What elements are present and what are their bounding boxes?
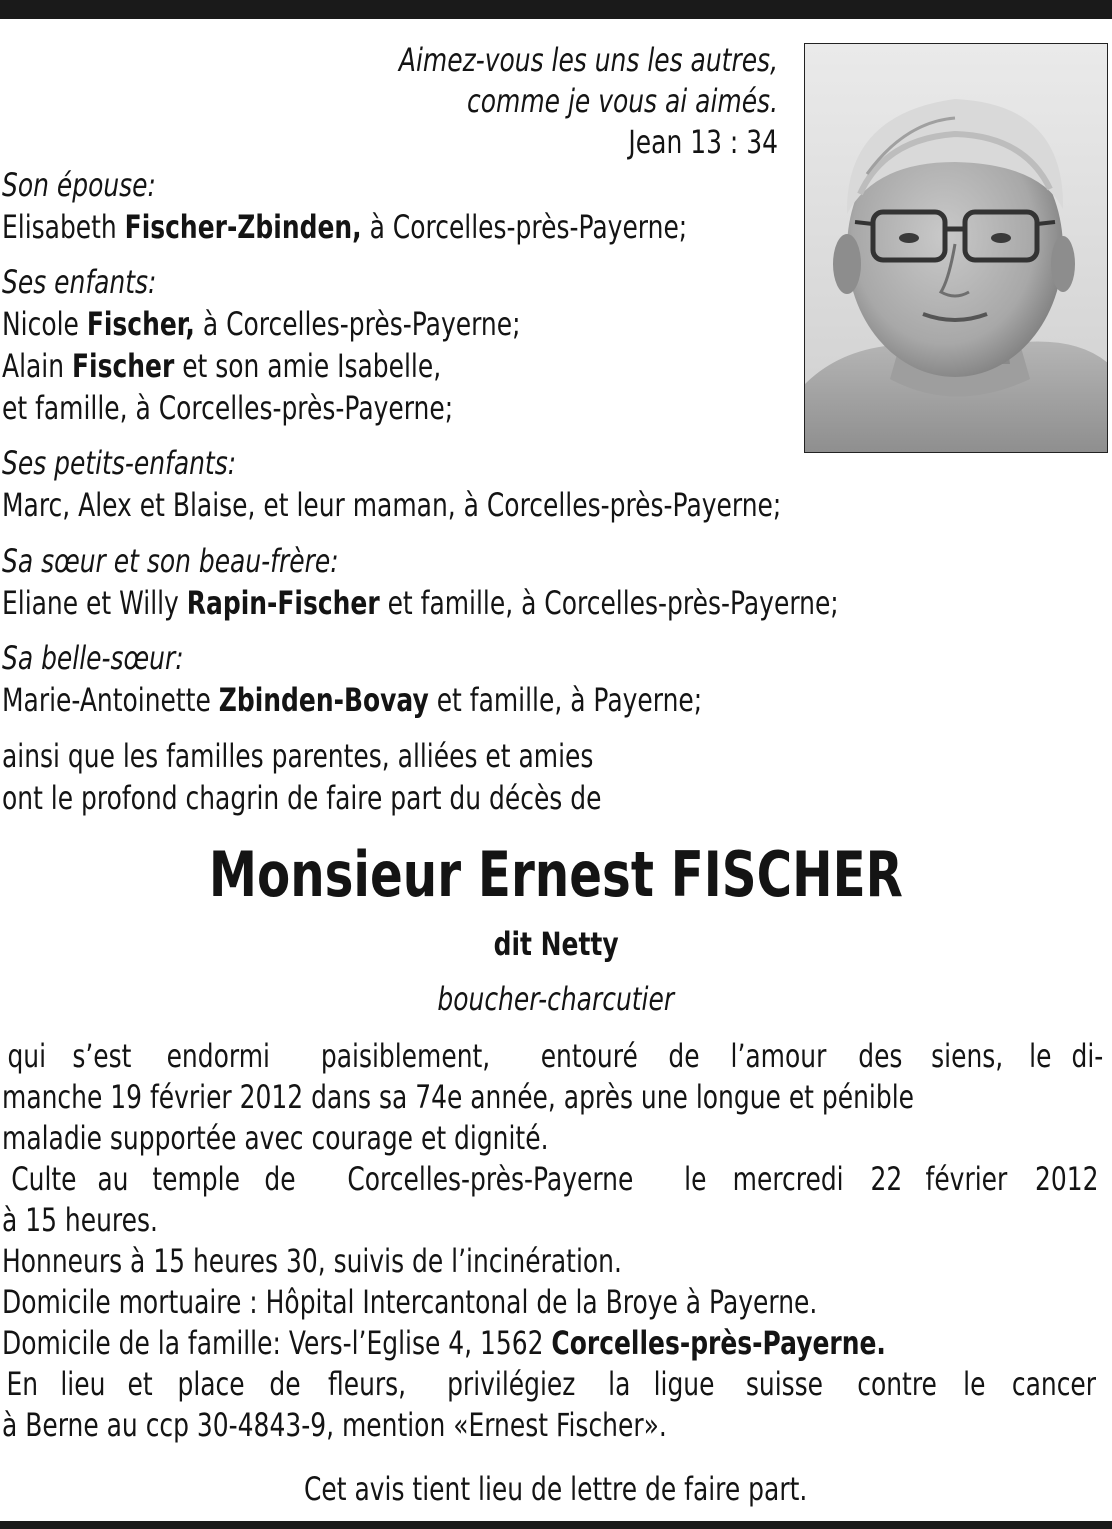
details-line-2-text: manche 19 février 2012 dans sa 74e année, après une longue et pénible <box>2 1078 914 1116</box>
quote-line-1: Aimez-vous les uns les autres, <box>398 41 778 79</box>
word: di- <box>1071 1037 1104 1075</box>
family-address-town: Corcelles-près-Payerne. <box>551 1324 886 1362</box>
children-heading: Ses enfants: <box>2 263 157 301</box>
child-2-line <box>2 346 441 387</box>
word: 2012 <box>1035 1160 1099 1198</box>
sister-rest: et famille, à Corcelles-près-Payerne; <box>379 584 839 622</box>
sister-in-law-rest: et famille, à Payerne; <box>428 681 703 719</box>
word: de <box>264 1160 296 1198</box>
word: contre <box>857 1365 937 1403</box>
word: siens, <box>931 1037 1004 1075</box>
fleurs-line-2 <box>2 1405 1108 1446</box>
sister-name: Rapin-Fischer <box>186 584 380 622</box>
portrait-photo <box>804 43 1108 453</box>
word: la <box>608 1365 631 1403</box>
word: février <box>925 1160 1008 1198</box>
word: s’est <box>72 1037 132 1075</box>
grandchildren-line: Marc, Alex et Blaise, et leur maman, à Corcelles-près-Payerne; <box>2 486 782 524</box>
culte-line-2-text: à 15 heures. <box>2 1201 158 1239</box>
fleurs-line-2-text: à Berne au ccp 30-4843-9, mention «Ernest Fischer». <box>2 1406 667 1444</box>
child-2-name: Fischer <box>71 347 175 385</box>
word: Culte <box>11 1160 77 1198</box>
details-line-1 <box>2 1036 1108 1077</box>
deceased-name: Monsieur Ernest FISCHER <box>208 838 904 911</box>
word: lieu <box>60 1365 106 1403</box>
details-line-2 <box>2 1077 1108 1118</box>
family-address-line <box>2 1323 1108 1364</box>
fleurs-line-1 <box>2 1364 1108 1405</box>
mortuaire-text: Domicile mortuaire : Hôpital Intercantonal de la Broye à Payerne. <box>2 1283 818 1321</box>
word: temple <box>152 1160 241 1198</box>
word: le <box>962 1365 986 1403</box>
bible-quote <box>399 40 778 163</box>
word: et <box>127 1365 153 1403</box>
details-line-3 <box>2 1118 1108 1159</box>
honneurs-line <box>2 1241 1108 1282</box>
child-2-first: Alain <box>2 347 72 385</box>
word: qui <box>7 1037 47 1075</box>
spouse-line <box>2 207 687 248</box>
top-rule <box>0 0 1112 19</box>
child-2-continuation: et famille, à Corcelles-près-Payerne; <box>2 389 454 427</box>
word: paisiblement, <box>321 1037 491 1075</box>
sister-in-law-heading: Sa belle-sœur: <box>2 639 184 677</box>
culte-line-2 <box>2 1200 1108 1241</box>
word: entouré <box>540 1037 638 1075</box>
sister-first: Eliane et Willy <box>2 584 187 622</box>
details-line-3-text: maladie supportée avec courage et dignité. <box>2 1119 549 1157</box>
closing-note: Cet avis tient lieu de lettre de faire part. <box>304 1470 808 1508</box>
child-2-rest: et son amie Isabelle, <box>174 347 442 385</box>
word: 22 <box>870 1160 903 1198</box>
portrait-image <box>805 44 1108 453</box>
grandchildren-heading: Ses petits-enfants: <box>2 444 237 482</box>
word: mercredi <box>732 1160 844 1198</box>
spouse-heading: Son épouse: <box>2 166 156 204</box>
word: cancer <box>1011 1365 1096 1403</box>
word: au <box>97 1160 129 1198</box>
word: le <box>684 1160 707 1198</box>
closing-row <box>0 1469 1112 1510</box>
word: le <box>1029 1037 1052 1075</box>
spouse-rest: à Corcelles-près-Payerne; <box>361 208 688 246</box>
sister-in-law-first: Marie-Antoinette <box>2 681 219 719</box>
word: privilégiez <box>447 1365 576 1403</box>
bottom-rule <box>0 1521 1112 1529</box>
child-1-first: Nicole <box>2 305 87 343</box>
word: fleurs, <box>328 1365 407 1403</box>
sister-in-law-line <box>2 680 702 721</box>
family-address-text <box>2 1323 886 1364</box>
quote-line-2: comme je vous ai aimés. <box>467 82 778 120</box>
word: En <box>6 1365 39 1403</box>
word: de <box>668 1037 700 1075</box>
deceased-name-row <box>0 835 1112 915</box>
word: des <box>858 1037 903 1075</box>
details-block <box>2 1036 1108 1446</box>
word: de <box>269 1365 302 1403</box>
word: ligue <box>653 1365 715 1403</box>
word: place <box>177 1365 245 1403</box>
announcement-line-2: ont le profond chagrin de faire part du décès de <box>2 779 602 817</box>
spouse-name: Fischer-Zbinden, <box>124 208 362 246</box>
child-1-name: Fischer, <box>86 305 195 343</box>
word: Corcelles-près-Payerne <box>347 1160 634 1198</box>
family-address-prefix: Domicile de la famille: Vers-l’Eglise 4, 1562 <box>2 1324 552 1362</box>
word: l’amour <box>730 1037 826 1075</box>
sister-heading: Sa sœur et son beau-frère: <box>2 542 339 580</box>
word: endormi <box>166 1037 271 1075</box>
sister-line <box>2 583 839 624</box>
deceased-profession: boucher-charcutier <box>437 980 675 1018</box>
child-1-rest: à Corcelles-près-Payerne; <box>194 305 521 343</box>
spouse-first: Elisabeth <box>2 208 117 246</box>
announcement-line-1: ainsi que les familles parentes, alliées et amies <box>2 737 594 775</box>
profession-row <box>0 978 1112 1020</box>
quote-reference: Jean 13 : 34 <box>628 123 778 161</box>
word: suisse <box>746 1365 824 1403</box>
deceased-nickname: dit Netty <box>493 925 619 963</box>
culte-line-1 <box>2 1159 1108 1200</box>
sister-in-law-name: Zbinden-Bovay <box>218 681 429 719</box>
mortuaire-line <box>2 1282 1108 1323</box>
nickname-row <box>0 923 1112 965</box>
child-1-line <box>2 304 520 345</box>
honneurs-text: Honneurs à 15 heures 30, suivis de l’incinération. <box>2 1242 622 1280</box>
